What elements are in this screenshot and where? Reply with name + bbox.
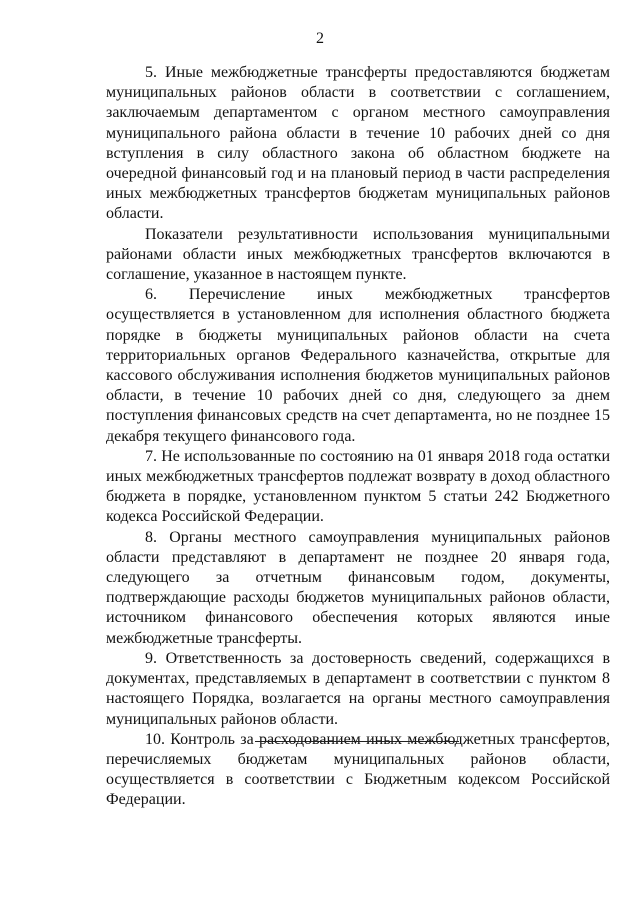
paragraph-6: 6. Перечисление иных межбюджетных трансфертов осуществляется в установленном для исполнения областного бюджета порядке в бюджеты муниципальных районов области на счета территориальных органов Федерального казначейства, открытые для кассового обслуживания исполнения бюджетов муниципальных районов области, в течение 10 рабочих дней со дня, следующего за днем поступления финансовых средств на счет департамента, но не позднее 15 декабря текущего финансового года. xyxy=(106,286,610,445)
document-body xyxy=(106,63,610,811)
paragraph-5-indicators: Показатели результативности использования муниципальными районами области иных межбюджетных трансфертов включаются в соглашение, указанное в настоящем пункте. xyxy=(106,225,610,284)
page-number: 2 xyxy=(316,30,324,47)
paragraph-9: 9. Ответственность за достоверность сведений, содержащихся в документах, представляемых в департамент в соответствии с пунктом 8 настоящего Порядка, возлагается на органы местного самоуправления муниципальных районов области. xyxy=(106,649,610,728)
end-of-document-rule xyxy=(255,741,459,742)
paragraph-5: 5. Иные межбюджетные трансферты предоставляются бюджетам муниципальных районов области в соответствии с соглашением, заключаемым департаментом с органом местного самоуправления муниципального района области в течение 10 рабочих дней со дня вступления в силу областного закона об областном бюджете на очередной финансовый год и на плановый период в части распределения иных межбюджетных трансфертов бюджетам муниципальных районов области. xyxy=(106,64,610,223)
paragraph-7: 7. Не использованные по состоянию на 01 января 2018 года остатки иных межбюджетных трансфертов подлежат возврату в доход областного бюджета в порядке, установленном пунктом 5 статьи 242 Бюджетного кодекса Российской Федерации. xyxy=(106,447,610,526)
paragraph-8: 8. Органы местного самоуправления муниципальных районов области представляют в департамент не позднее 20 января года, следующего за отчетным финансовым годом, документы, подтверждающие расходы бюджетов муниципальных районов области, источником финансового обеспечения которых являются иные межбюджетные трансферты. xyxy=(106,528,610,647)
paragraph-10: 10. Контроль за расходованием иных межбюджетных трансфертов, перечисляемых бюджетам муниципальных районов области, осуществляется в соответствии с Бюджетным кодексом Российской Федерации. xyxy=(106,730,610,809)
